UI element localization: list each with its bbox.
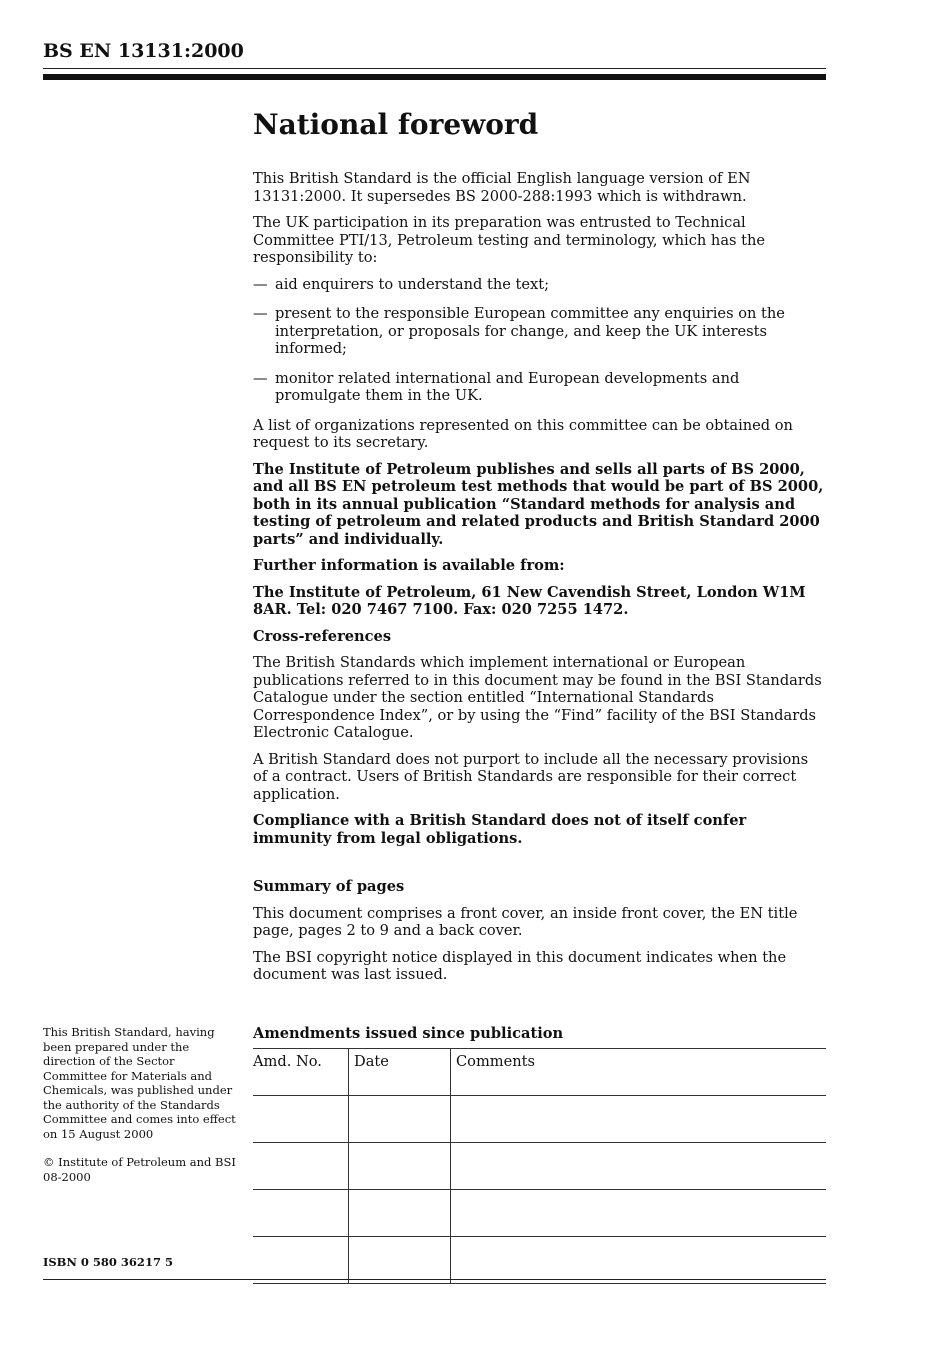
table-cell xyxy=(451,1190,827,1237)
table-row xyxy=(253,1143,826,1190)
list-item xyxy=(253,305,826,358)
list-item-text: aid enquirers to understand the text; xyxy=(275,275,550,293)
isbn: ISBN 0 580 36217 5 xyxy=(43,1255,173,1269)
table-cell xyxy=(349,1237,451,1284)
further-info-label: Further information is available from: xyxy=(253,557,565,574)
foreword-paragraph-1: This British Standard is the official English language version of EN 13131:2000. It supersedes BS 2000-288:1993 which is withdrawn. xyxy=(253,170,751,205)
copyright-notice-text: The BSI copyright notice displayed in this document indicates when the document was last issued. xyxy=(253,948,787,983)
dash-bullet: — xyxy=(253,305,268,322)
column-header-amd-no: Amd. No. xyxy=(253,1049,349,1096)
publication-note: This British Standard, having been prepared under the direction of the Sector Committee for Materials and Chemicals, was published under the authority of the Standards Committee and comes into effect on 15 August 2000 xyxy=(43,1025,236,1141)
ip-address: The Institute of Petroleum, 61 New Cavendish Street, London W1M 8AR. Tel: 020 7467 7100. Fax: 020 7255 1472. xyxy=(253,583,806,618)
page-title: National foreword xyxy=(253,108,539,141)
cross-references-heading: Cross-references xyxy=(253,627,392,645)
responsibility-list xyxy=(253,276,826,405)
foreword-paragraph-2: The UK participation in its preparation was entrusted to Technical Committee PTI/13, Petroleum testing and terminology, which has the responsibility to: xyxy=(253,214,766,266)
column-header-date: Date xyxy=(349,1049,451,1096)
table-row xyxy=(253,1190,826,1237)
table-row xyxy=(253,1096,826,1143)
list-item-text: present to the responsible European committee any enquiries on the interpretation, or proposals for change, and keep the UK interests informed; xyxy=(275,305,785,357)
standard-id: BS EN 13131:2000 xyxy=(43,40,244,62)
summary-heading: Summary of pages xyxy=(253,878,405,895)
list-item xyxy=(253,370,826,405)
table-header-row xyxy=(253,1049,826,1096)
table-cell xyxy=(253,1143,349,1190)
column-header-comments: Comments xyxy=(451,1049,827,1096)
footer-rule xyxy=(43,1279,826,1280)
list-item xyxy=(253,276,826,294)
list-item-text: monitor related international and European developments and promulgate them in the UK. xyxy=(275,369,740,404)
foreword-paragraph-3: A list of organizations represented on this committee can be obtained on request to its secretary. xyxy=(253,416,793,451)
provisions-disclaimer: A British Standard does not purport to include all the necessary provisions of a contract. Users of British Standards are responsible for their correct application. xyxy=(253,750,809,803)
table-cell xyxy=(253,1190,349,1237)
table-cell xyxy=(451,1096,827,1143)
dash-bullet: — xyxy=(253,275,268,293)
table-row xyxy=(253,1237,826,1284)
summary-section xyxy=(253,878,826,993)
table-cell xyxy=(451,1143,827,1190)
table-cell xyxy=(349,1143,451,1190)
header-rule-thick xyxy=(43,74,826,80)
foreword-section xyxy=(253,108,826,856)
cross-references-text: The British Standards which implement international or European publications referred to in this document may be found in the BSI Standards Catalogue under the section entitled “International Standards Correspondence Index”, or by using the “Find” facility of the BSI Standards Electronic Catalogue. xyxy=(253,654,822,741)
compliance-notice: Compliance with a British Standard does not of itself confer immunity from legal obligations. xyxy=(253,812,747,847)
ip-publication-notice: The Institute of Petroleum publishes and sells all parts of BS 2000, and all BS EN petroleum test methods that would be part of BS 2000, both in its annual publication “Standard methods for analysis and testing of petroleum and related products and British Standard 2000 parts” and individually. xyxy=(253,460,824,548)
table-cell xyxy=(451,1237,827,1284)
sidebar xyxy=(43,1025,238,1198)
header-rule-thin xyxy=(43,68,826,69)
table-cell xyxy=(349,1190,451,1237)
dash-bullet: — xyxy=(253,369,268,387)
table-cell xyxy=(349,1096,451,1143)
table-cell xyxy=(253,1096,349,1143)
summary-text: This document comprises a front cover, an inside front cover, the EN title page, pages 2 to 9 and a back cover. xyxy=(253,904,798,939)
amendments-table xyxy=(253,1048,826,1284)
table-cell xyxy=(253,1237,349,1284)
amendments-title: Amendments issued since publication xyxy=(253,1025,564,1042)
copyright-line: © Institute of Petroleum and BSI 08-2000 xyxy=(43,1155,236,1184)
